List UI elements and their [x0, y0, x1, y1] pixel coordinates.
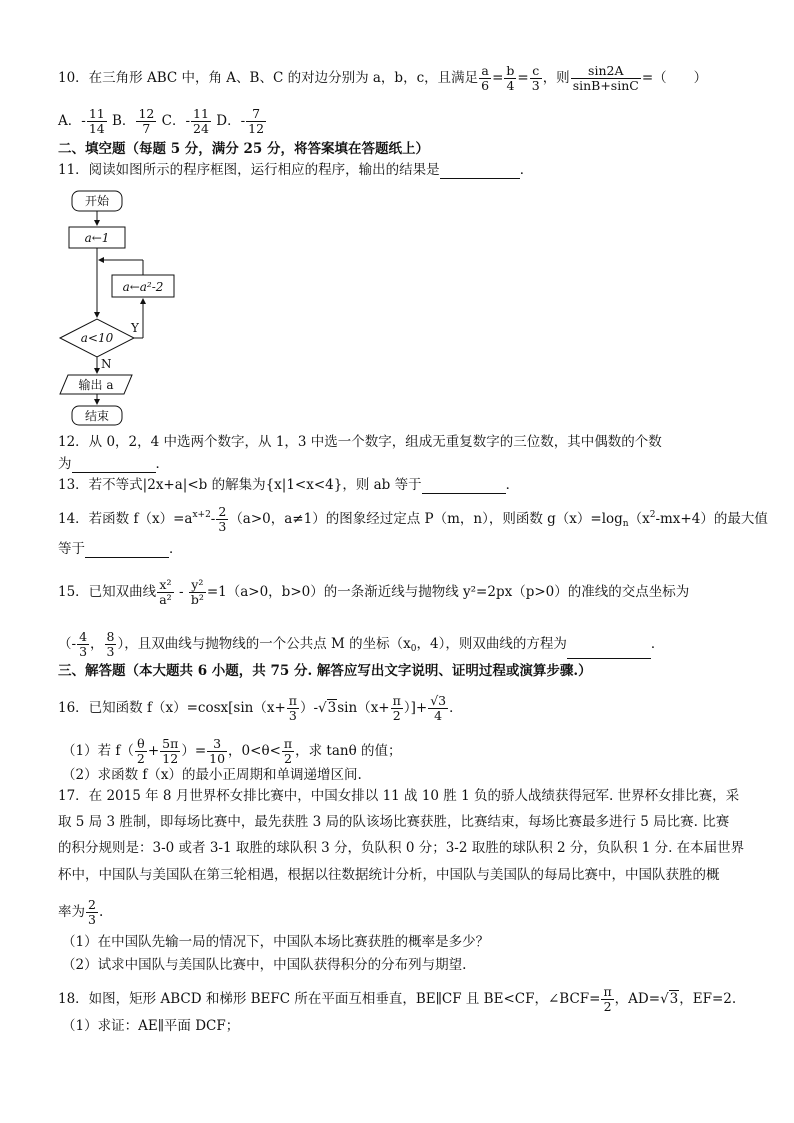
question-17-part2: （2）试求中国队与美国队比赛中，中国队获得积分的分布列与期望. — [62, 957, 467, 973]
question-16: 16．已知函数 f（x）=cosx[sin（x+ $\frac{\pi}{3}$ ）-√3sin（x+ $\frac{\pi}{2}$ ）]+ $\frac{√3}{4}$ ． — [58, 693, 463, 723]
question-10-options — [58, 107, 267, 136]
svg-text:输出 a: 输出 a — [78, 378, 114, 392]
question-17-part1: （1）在中国队先输一局的情况下，中国队本场比赛获胜的概率是多少？ — [62, 934, 490, 950]
start-node — [72, 191, 122, 211]
ratio-c3: $\frac{c}{3}$ — [531, 63, 540, 93]
question-18-part1: （1）求证：AE∥平面 DCF； — [62, 1018, 240, 1034]
question-14-line2: 等于 ． — [58, 541, 183, 557]
question-16-part2: （2）求函数 f（x）的最小正周期和单调递增区间. — [62, 767, 362, 783]
question-18: 18．如图，矩形 ABCD 和梯形 BEFC 所在平面互相垂直，BE∥CF 且 BE<CF，∠BCF= $\frac{\pi}{2}$ ，AD=√3，EF=2. — [58, 984, 737, 1014]
answer-blank-14[interactable] — [85, 543, 169, 558]
svg-text:结束: 结束 — [84, 409, 110, 423]
answer-blank-12[interactable] — [72, 458, 156, 473]
section-3-heading: 三、解答题（本大题共 6 小题，共 75 分. 解答应写出文字说明、证明过程或演算步骤.） — [58, 663, 592, 679]
option-a[interactable]: A．- $\frac{11}{14}$ — [58, 106, 105, 136]
question-15-line2: （- $\frac{4}{3}$ ， $\frac{8}{3}$ ），且双曲线与抛物线的一个公共点 M 的坐标（$x_0$，4），则双曲线的方程为 ． — [58, 629, 665, 659]
question-13: 13．若不等式|2x+a|<b 的解集为{x|1<x<4}，则 ab 等于 ． — [58, 477, 520, 493]
question-16-part1: （1）若 f（ $\frac{\theta}{2}$ + $\frac{5\pi}{12}$ ）= $\frac{3}{10}$ ，0<θ< $\frac{\pi}{2}$ ，求 tanθ 的值； — [62, 736, 402, 766]
question-17-line1: 17．在 2015 年 8 月世界杯女排比赛中，中国女排以 11 战 10 胜 1 负的骄人战绩获得冠军. 世界杯女排比赛，采 — [58, 788, 740, 804]
option-c[interactable]: C．- $\frac{11}{24}$ — [161, 106, 209, 136]
question-17-line3: 的积分规则是：3-0 或者 3-1 取胜的球队积 3 分，负队积 0 分；3-2 取胜的球队积 2 分，负队积 1 分. 在本届世界 — [58, 840, 745, 856]
update-node — [112, 275, 174, 297]
ratio-a6: $\frac{a}{6}$ — [481, 63, 490, 93]
end-node — [72, 406, 122, 425]
sin-ratio: $\frac{\sin 2A}{\sin B+\sin C}$ — [572, 63, 639, 93]
program-flowchart — [54, 186, 194, 426]
svg-text:a←1: a←1 — [84, 231, 110, 245]
output-node — [60, 375, 132, 394]
option-b[interactable]: B． $\frac{12}{7}$ — [112, 106, 155, 136]
yes-label: Y — [131, 321, 139, 335]
condition-node — [60, 319, 134, 357]
ratio-b4: $\frac{b}{4}$ — [506, 63, 515, 93]
question-17-line2: 取 5 局 3 胜制，即每场比赛中，最先获胜 3 局的队该场比赛获胜，比赛结束，每场比赛最多进行 5 局比赛. 比赛 — [58, 814, 730, 830]
svg-text:开始: 开始 — [84, 194, 110, 208]
svg-text:a←a²-2: a←a²-2 — [122, 280, 164, 294]
init-node — [69, 227, 125, 248]
svg-text:a<10: a<10 — [80, 331, 114, 345]
question-10: 10．在三角形 ABC 中，角 A、B、C 的对边分别为 a，b，c，且满足 $\frac{a}{6}$ = $\frac{b}{4}$ = $\frac{c}{3}$ ，则 $\frac{\sin 2A}{\sin B+\sin C}$ =（ ） — [58, 63, 708, 93]
no-label: N — [101, 357, 112, 371]
section-2-heading: 二、填空题（每题 5 分，满分 25 分，将答案填在答题纸上） — [58, 141, 429, 157]
question-17-line4: 杯中，中国队与美国队在第三轮相遇，根据以往数据统计分析，中国队与美国队的每局比赛中，中国队获胜的概 — [58, 867, 720, 883]
answer-blank-13[interactable] — [422, 479, 506, 494]
answer-blank-11[interactable] — [440, 164, 520, 179]
question-12-line1: 12．从 0，2，4 中选两个数字，从 1，3 中选一个数字，组成无重复数字的三位数，其中偶数的个数 — [58, 434, 662, 450]
option-d[interactable]: D．- $\frac{7}{12}$ — [216, 106, 265, 136]
answer-blank-15[interactable] — [567, 644, 651, 659]
question-15: 15．已知双曲线 $\frac{\text{x²}}{\text{a²}}$ - $\frac{\text{y²}}{\text{b²}}$ =1（a>0，b>0）的一条渐近线与抛物线 y²=2px（p>0）的准线的交点坐标为 — [58, 577, 690, 607]
question-12-line2: 为 ． — [58, 456, 169, 472]
question-11: 11．阅读如图所示的程序框图，运行相应的程序，输出的结果是 ． — [58, 162, 534, 178]
question-14: 14．若函数 $f(x)=a^{x+2}-$ $\frac{2}{3}$ （a>0，a≠1）的图象经过定点 P（m，n），则函数 $g(x)=\log_n(x^2-mx+4)$的最大值 — [58, 504, 768, 534]
q10-stem: 10．在三角形 ABC 中，角 A、B、C 的对边分别为 a，b，c，且满足 — [58, 70, 479, 86]
question-17-line5: 率为 $\frac{2}{3}$ . — [58, 897, 104, 927]
